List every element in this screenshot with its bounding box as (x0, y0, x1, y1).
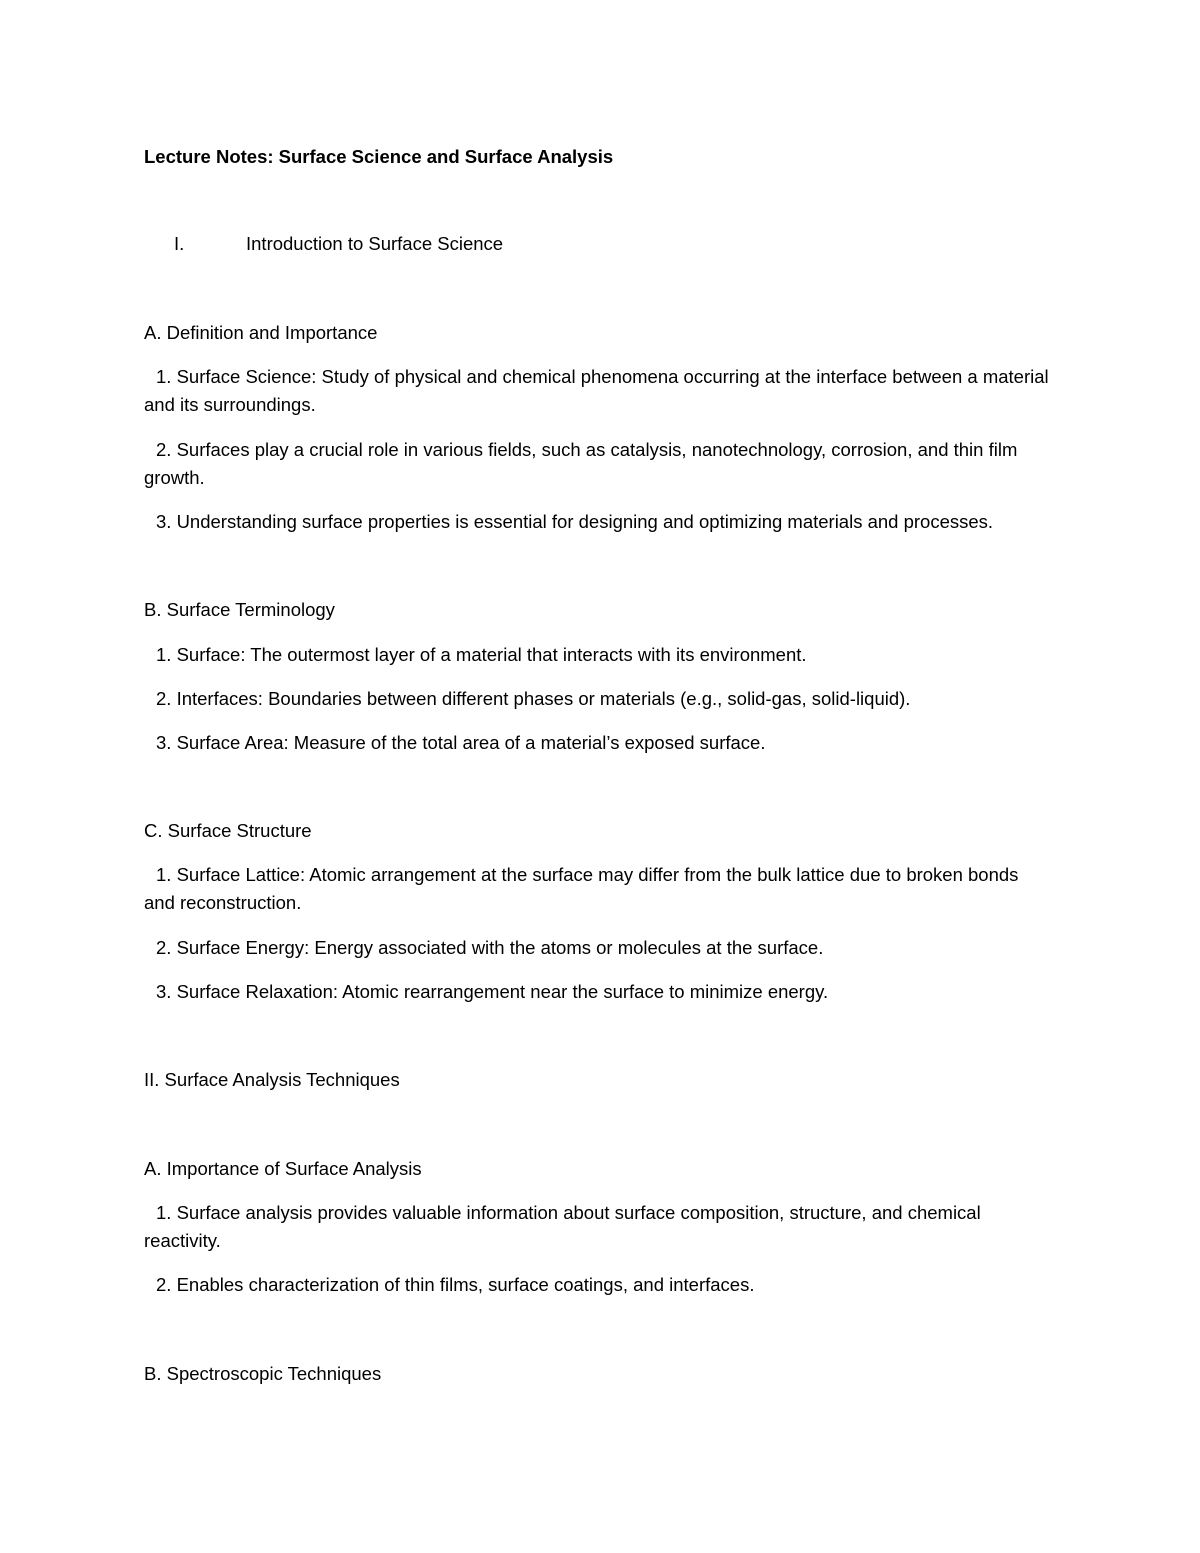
section-1-title: Introduction to Surface Science (246, 233, 504, 254)
subsection-2a-item-2: 2. Enables characterization of thin films, surface coatings, and interfaces. (156, 1274, 755, 1295)
subsection-c-heading: C. Surface Structure (144, 820, 312, 841)
subsection-2a-heading: A. Importance of Surface Analysis (144, 1158, 422, 1179)
section-1-numeral: I. (174, 233, 185, 254)
subsection-a-item-1: 1. Surface Science: Study of physical and chemical phenomena occurring at the interface between a material and its surroundings. (144, 366, 1049, 415)
subsection-b-item-3: 3. Surface Area: Measure of the total area of a material’s exposed surface. (156, 732, 766, 753)
section-2-heading: II. Surface Analysis Techniques (144, 1069, 400, 1090)
subsection-b-item-2: 2. Interfaces: Boundaries between different phases or materials (e.g., solid-gas, solid-liquid). (156, 688, 911, 709)
section-1-heading (144, 230, 1050, 258)
subsection-b-heading: B. Surface Terminology (144, 599, 335, 620)
subsection-c-item-3: 3. Surface Relaxation: Atomic rearrangement near the surface to minimize energy. (156, 981, 829, 1002)
subsection-a-item-3: 3. Understanding surface properties is essential for designing and optimizing materials and processes. (156, 511, 994, 532)
subsection-c-item-2: 2. Surface Energy: Energy associated with the atoms or molecules at the surface. (156, 937, 824, 958)
subsection-a-heading: A. Definition and Importance (144, 322, 378, 343)
subsection-b-item-1: 1. Surface: The outermost layer of a material that interacts with its environment. (156, 644, 807, 665)
subsection-2b-heading: B. Spectroscopic Techniques (144, 1363, 382, 1384)
subsection-c-item-1: 1. Surface Lattice: Atomic arrangement at the surface may differ from the bulk lattice due to broken bonds and reconstruction. (144, 864, 1019, 913)
subsection-2a-item-1: 1. Surface analysis provides valuable information about surface composition, structure, and chemical reactivity. (144, 1202, 981, 1251)
document-title: Lecture Notes: Surface Science and Surface Analysis (144, 146, 614, 167)
subsection-a-item-2: 2. Surfaces play a crucial role in various fields, such as catalysis, nanotechnology, corrosion, and thin film growth. (144, 439, 1018, 488)
